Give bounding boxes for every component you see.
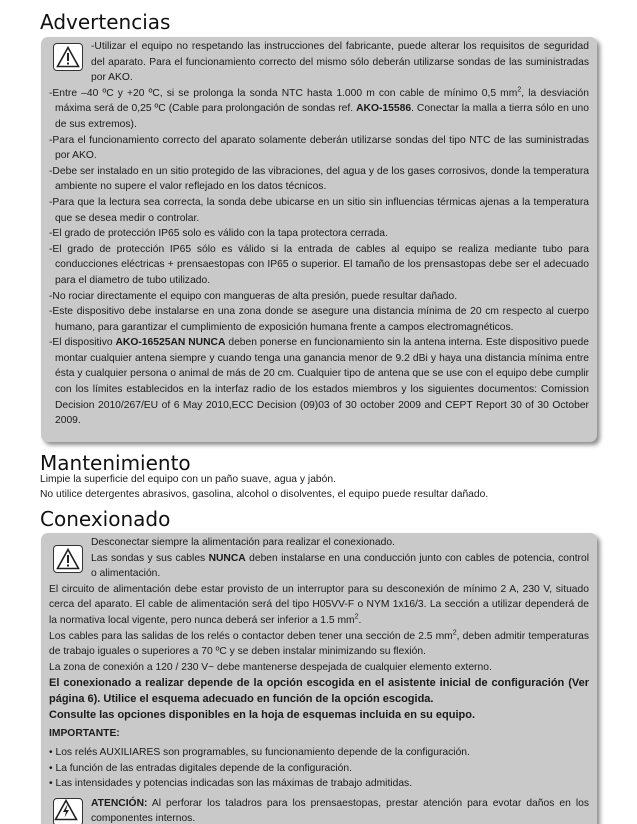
electric-hazard-icon xyxy=(53,798,83,824)
warning-item-6: -El grado de protección IP65 solo es válido con la tapa protectora cerrada. xyxy=(49,228,388,240)
conn-line-1: Desconectar siempre la alimentación para realizar el conexionado. xyxy=(91,537,395,548)
warning-triangle-icon xyxy=(53,545,83,573)
warnings-box xyxy=(41,37,597,442)
heading-conexionado: Conexionado xyxy=(40,507,171,531)
warning-item-4: -Debe ser instalado en un sitio protegido de las vibraciones, del agua y de los gases corrosivos, donde la temperatura ambiente no supere el valor reflejado en los datos técnicos. xyxy=(49,165,589,193)
heading-mantenimiento: Mantenimiento xyxy=(40,451,191,475)
warning-item-ntc: -Entre –40 ºC y +20 ºC, si se prolonga la sonda NTC hasta 1.000 m con cable de mínimo 0,5 $mm^2$, la desviación máxima será de 0,25 ºC (Cable para prolongación de sondas ref. AKO-15586. Conectar la malla a tierra sólo en uno de sus extremos). xyxy=(49,86,589,130)
heading-advertencias: Advertencias xyxy=(40,10,171,34)
warning-item-1: -Utilizar el equipo no respetando las instrucciones del fabricante, puede alterar los requisitos de seguridad del aparato. Para el funcionamiento correcto del mismo sólo deberán utilizarse sondas de las suministradas por AKO. xyxy=(91,41,589,84)
maintenance-line-2: No utilice detergentes abrasivos, gasolina, alcohol o disolventes, el equipo puede resultar dañado. xyxy=(40,488,489,500)
connection-box xyxy=(41,533,597,824)
bullet-3: • Las intensidades y potencias indicadas son las máximas de trabajo admitidas. xyxy=(49,778,413,790)
conn-bold-2: Consulte las opciones disponibles en la hoja de esquemas incluida en su equipo. xyxy=(49,709,476,722)
conn-bold-block xyxy=(49,675,589,723)
attention-text: ATENCIÓN: Al perforar los taladros para los prensaestopas, prestar atención para evotar daños en los componentes internos. xyxy=(91,797,589,824)
warning-item-3: -Para el funcionamiento correcto del aparato solamente deberán utilizarse sondas del tipo NTC de las suministradas por AKO. xyxy=(49,134,589,162)
conn-zone: La zona de conexión a 120 / 230 V~ debe mantenerse despejada de cualquier elemento externo. xyxy=(49,661,492,673)
warning-item-5: -Para que la lectura sea correcta, la sonda debe ubicarse en un sitio sin influencias térmicas ajenas a la temperatura que se desea medir o controlar. xyxy=(49,196,589,224)
maintenance-line-1: Limpie la superficie del equipo con un paño suave, agua y jabón. xyxy=(40,474,336,485)
maintenance-text xyxy=(40,473,600,502)
warning-item-8: -No rociar directamente el equipo con mangueras de alta presión, puede resultar dañado. xyxy=(49,290,458,302)
warning-item-9: -Este dispositivo debe instalarse en una zona donde se asegure una distancia mínima de 20 cm respecto al cuerpo humano, para garantizar el cumplimiento de exposición humana frente a campos electromagnéticos. xyxy=(49,306,589,333)
bullet-1: • Los relés AUXILIARES son programables, su funcionamiento depende de la configuración. xyxy=(49,746,470,758)
conn-relays: Los cables para las salidas de los relés o contactor deben tener una sección de 2.5 $mm^2$, deben admitir temperaturas de trabajo iguales o superiores a 70 ºC y se deben instalar minimizando su flexión. xyxy=(49,629,589,658)
conn-circuit: El circuito de alimentación debe estar provisto de un interruptor para su desconexión de mínimo 2 A, 230 V, situado cerca del aparato. El cable de alimentación será del tipo H05VV-F o NYM 1x16/3. La sección a utilizar dependerá de la normativa local vigente, pero nunca deberá ser inferior a 1.5 $mm^2$. xyxy=(49,583,589,626)
conn-bold-1: El conexionado a realizar depende de la opción escogida en el asistente inicial de configuración (Ver página 6). Utilice el esquema adecuado en función de la opción escogida. xyxy=(49,677,589,706)
warning-item-7: -El grado de protección IP65 sólo es válido si la entrada de cables al equipo se realiza mediante tubo para conducciones eléctricas + prensaestopas con IP65 o superior. El tamaño de los prensastopas debe ser el adecuado para el diametro de tubo utilizado. xyxy=(49,243,589,286)
bullet-2: • La función de las entradas digitales depende de la configuración. xyxy=(49,762,352,774)
conn-line-2: Las sondas y sus cables NUNCA deben instalarse en una conducción junto con cables de potencia, control o alimentación. xyxy=(91,552,590,580)
important-label: IMPORTANTE: xyxy=(49,728,120,740)
warning-item-antenna: -El dispositivo AKO-16525AN NUNCA deben ponerse en funcionamiento sin la antena interna. Este dispositivo puede montar cualquier antena siempre y cuando tenga una ganancia menor de 9.2 dBi y haya una distancia mínima entre ésta y cualquier persona o animal de más de 20 cm. Cualquier tipo de antena que se use con el equipo debe cumplir con los límites establecidos en la interfaz radio de los estados miembros y los siguientes documentos: Comission Decision 2010/267/EU of 6 May 2010,ECC Decision (09)03 of 30 october 2009 and CEPT Report 30 of 30 October 2009. xyxy=(49,337,589,427)
warning-triangle-icon xyxy=(53,43,83,71)
